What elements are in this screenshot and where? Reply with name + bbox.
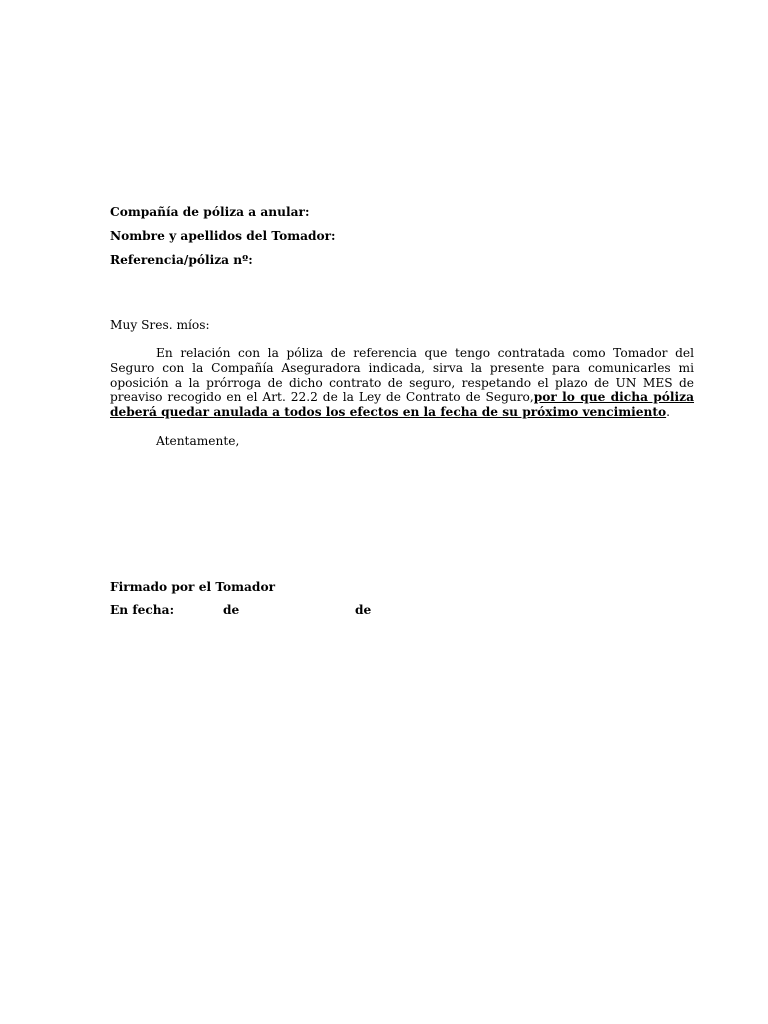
letter-body-end: . bbox=[666, 405, 670, 420]
letter-body-emphasis: por lo que dicha póliza deberá quedar anulada a todos los efectos en la fecha de su próximo vencimiento bbox=[110, 390, 695, 420]
closing: Atentamente, bbox=[156, 434, 240, 448]
date-de-1: de bbox=[223, 603, 240, 617]
date-row bbox=[110, 603, 410, 621]
company-field-label: Compañía de póliza a anular: bbox=[110, 205, 310, 219]
letter-body-text: En relación con la póliza de referencia que tengo contratada como Tomador del Seguro con la Compañía Aseguradora indicada, sirva la presente para comunicarles mi oposición a la prórroga de dicho contrato de seguro, respetando el plazo de UN MES de preaviso recogido en el Art. 22.2 de la Ley de Contrato de Seguro, bbox=[110, 346, 694, 405]
date-de-2: de bbox=[355, 603, 372, 617]
greeting: Muy Sres. míos: bbox=[110, 318, 210, 332]
letter-body bbox=[110, 346, 694, 420]
date-label: En fecha: bbox=[110, 603, 175, 617]
policy-holder-field-label: Nombre y apellidos del Tomador: bbox=[110, 229, 336, 243]
signed-by-label: Firmado por el Tomador bbox=[110, 580, 275, 594]
reference-field-label: Referencia/póliza nº: bbox=[110, 253, 253, 267]
